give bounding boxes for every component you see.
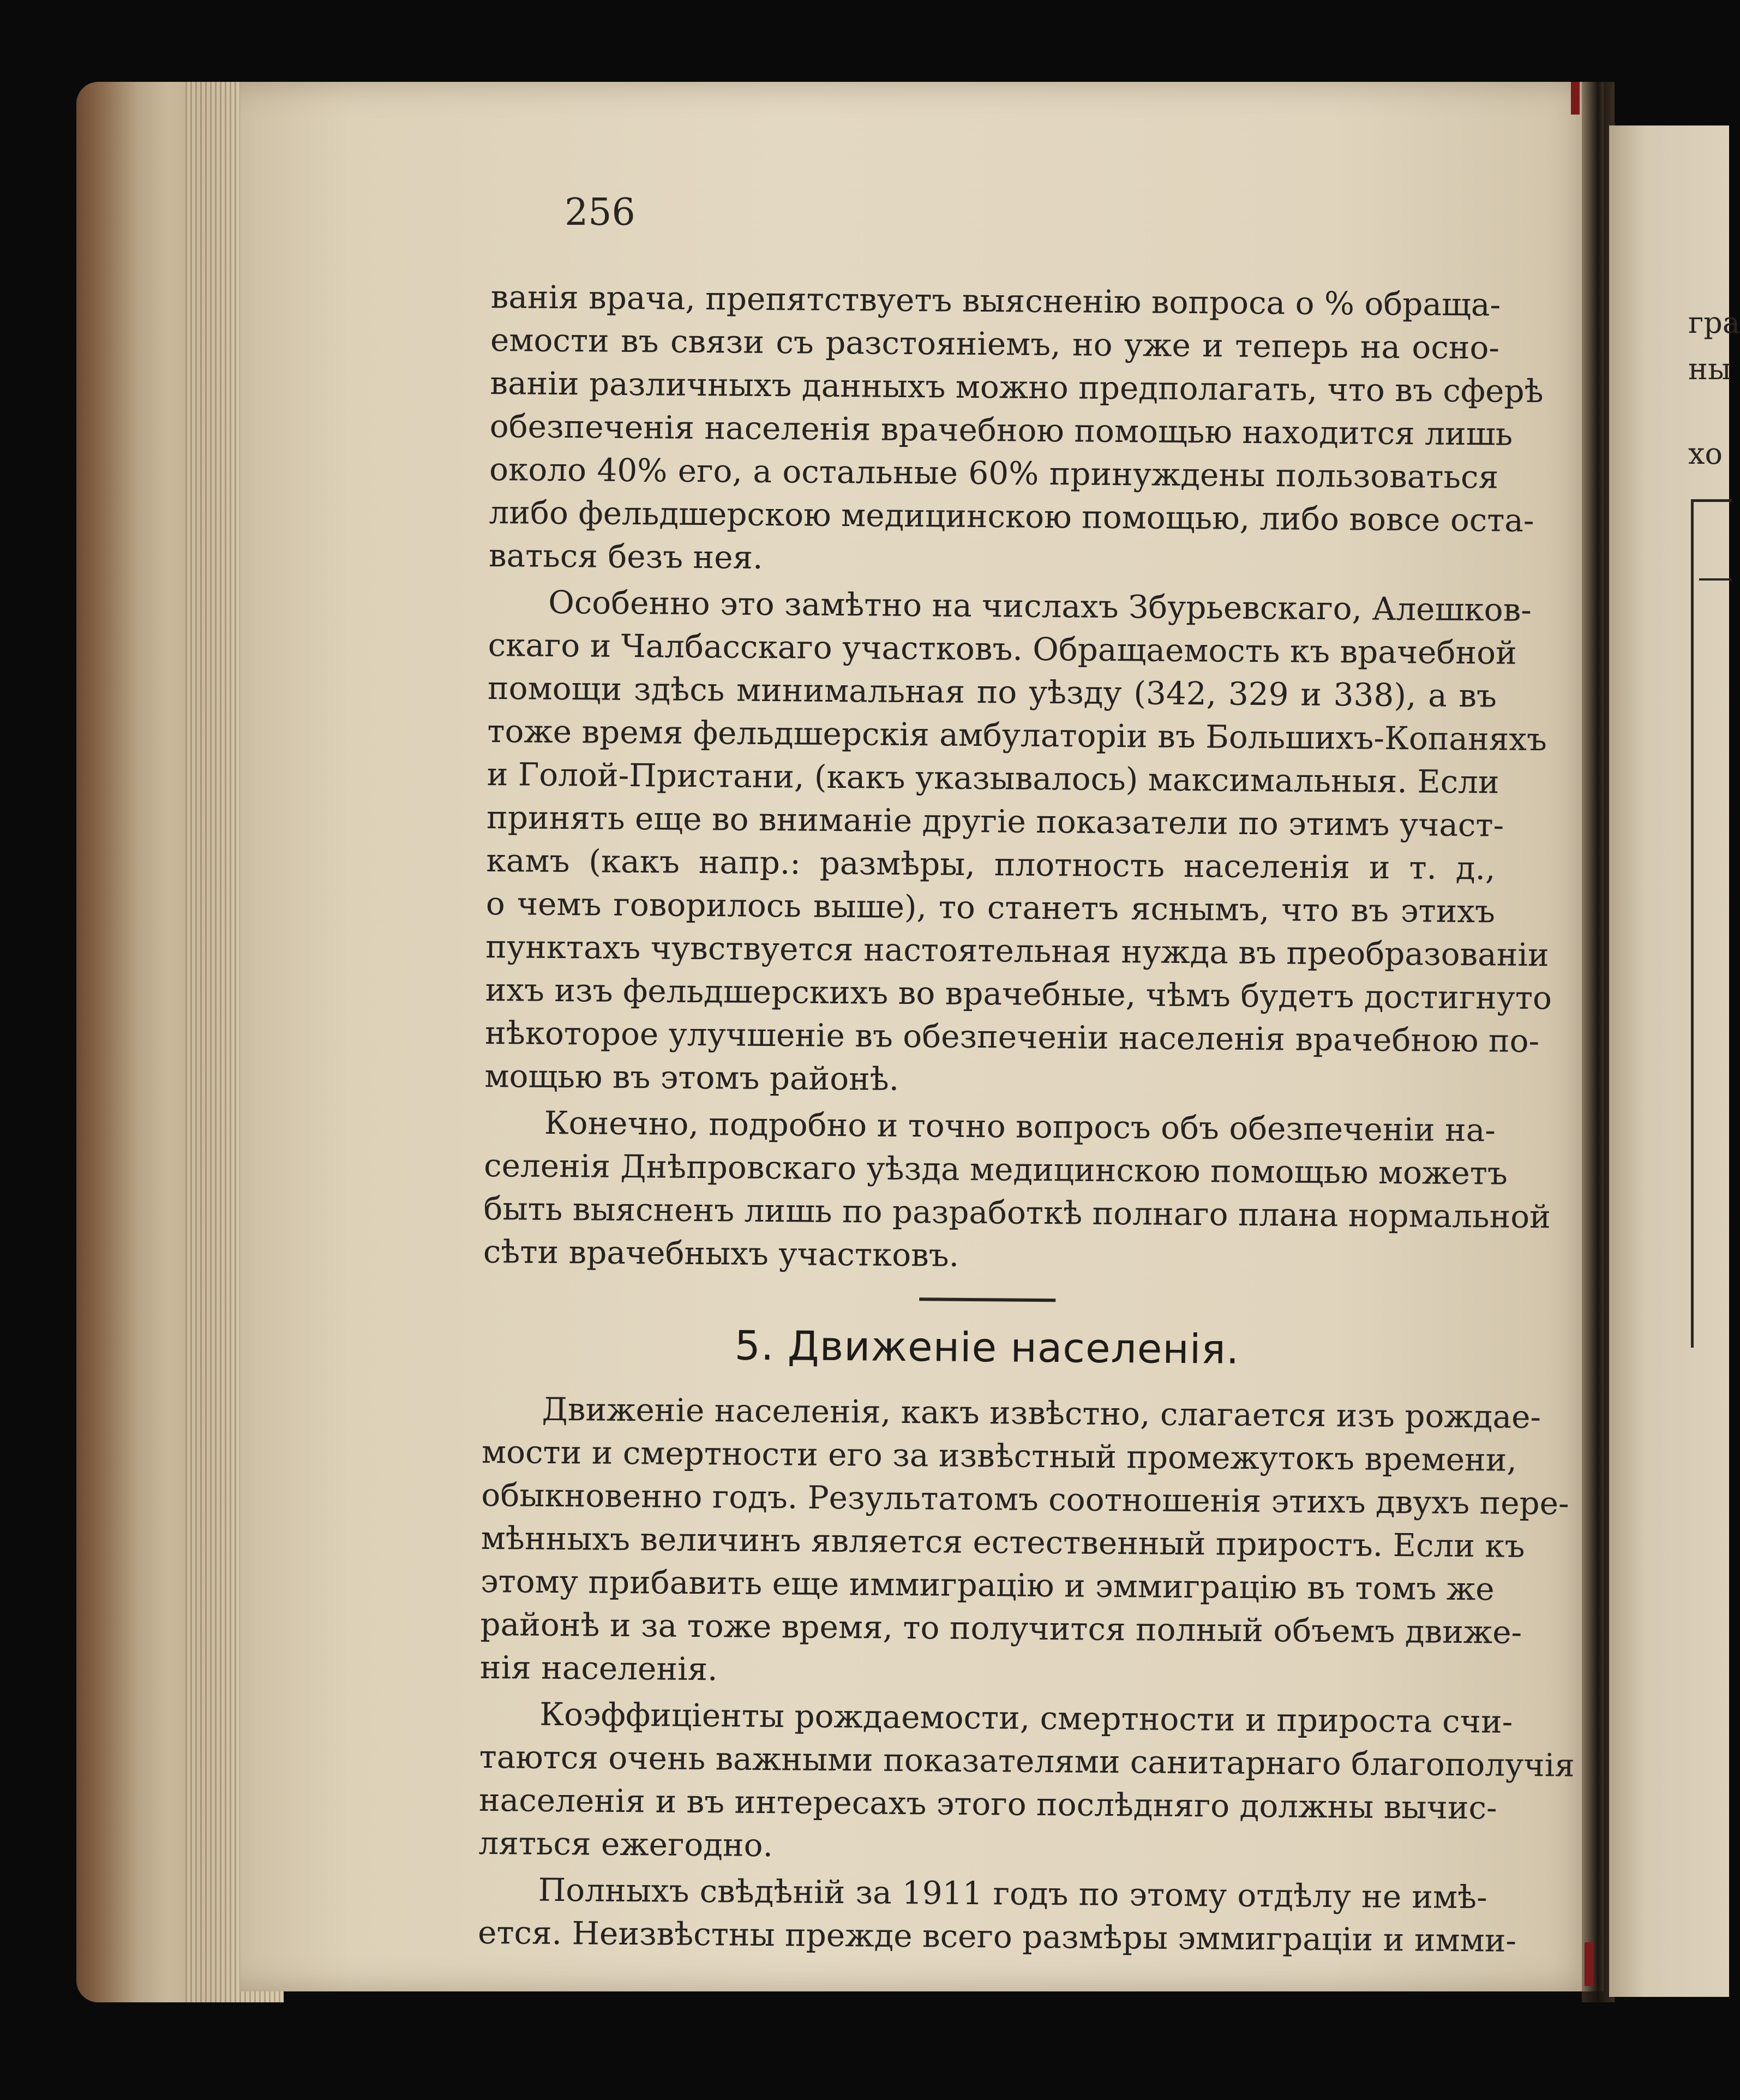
text-line: Движеніе населенія, какъ извѣстно, слагается изъ рождае- [542,1390,1541,1436]
text-line: районѣ и за тоже время, то получится полный объемъ движе- [480,1605,1522,1651]
text-line: мѣнныхъ величинъ является естественный приростъ. Если къ [481,1519,1525,1565]
text-line: помощи здѣсь минимальная по уѣзду (342, 329 и 338), а въ [487,669,1497,715]
text-line: Особенно это замѣтно на числахъ Збурьевскаго, Алешков- [548,583,1532,629]
page-number: 256 [565,191,635,234]
text-line: камъ (какъ напр.: размѣры, плотность населенія и т. д., [486,841,1496,887]
text-line: таются очень важными показателями санитарнаго благополучія [479,1738,1575,1784]
text-line: принять еще во вниманіе другіе показатели по этимъ участ- [486,798,1504,844]
paragraphs-top [483,276,1552,1281]
text-line: мощью въ этомъ районѣ. [484,1057,899,1098]
red-bookmark-bottom [1585,1942,1593,1986]
text-line: ляться ежегодно. [478,1824,773,1864]
paragraph [484,581,1552,1106]
text-line: либо фельдшерскою медицинскою помощью, либо вовсе оста- [489,493,1534,540]
text-line: быть выясненъ лишь по разработкѣ полнаго плана нормальной [483,1189,1551,1236]
text-line: обыкновенно годъ. Результатомъ соотношенія этихъ двухъ пере- [481,1476,1569,1522]
text-line: ванія врача, препятствуетъ выясненію вопроса о % обраща- [490,278,1501,324]
right-page-fragment: ны [1688,352,1731,386]
text-line: Полныхъ свѣдѣній за 1911 годъ по этому отдѣлу не имѣ- [538,1871,1487,1916]
text-line: емости въ связи съ разстояніемъ, но уже и теперь на осно- [490,321,1500,367]
paragraph [479,1387,1569,1697]
text-line: около 40% его, а остальные 60% принуждены пользоваться [489,450,1499,496]
text-line: населенія и въ интересахъ этого послѣдняго должны вычис- [478,1781,1497,1827]
page-body [477,276,1575,1965]
text-line: обезпеченія населенія врачебною помощью находится лишь [489,407,1513,453]
text-line: нѣкоторое улучшеніе въ обезпеченіи населенія врачебною по- [484,1014,1540,1060]
right-page-table-edge [1691,499,1732,1348]
paragraphs-bottom [477,1387,1575,1962]
text-line: о чемъ говорилось выше), то станетъ яснымъ, что въ этихъ [485,884,1496,930]
right-page-fragment: хо [1688,436,1723,471]
text-line: ваться безъ нея. [488,536,763,576]
text-line: Коэффиціенты рождаемости, смертности и прироста счи- [539,1695,1513,1740]
section-divider [919,1297,1055,1302]
text-line: селенія Днѣпровскаго уѣзда медицинскою помощью можетъ [483,1146,1508,1192]
text-line: пунктахъ чувствуется настоятельная нужда въ преобразованіи [485,928,1549,974]
text-line: этому прибавить еще иммиграцію и эммиграцію въ томъ же [480,1562,1495,1608]
text-line: ваніи различныхъ данныхъ можно предполагать, что въ сферѣ [490,364,1544,410]
text-line: скаго и Чалбасскаго участковъ. Обращаемость къ врачебной [488,626,1517,672]
right-page-fragment: гра [1688,306,1740,340]
text-line: и Голой-Пристани, (какъ указывалось) максимальныя. Если [487,755,1499,801]
text-line: мости и смертности его за извѣстный промежутокъ времени, [481,1433,1517,1479]
red-bookmark-top [1571,82,1580,115]
paragraph [477,1868,1517,1963]
text-line: тоже время фельдшерскія амбулаторіи въ Большихъ-Копаняхъ [487,712,1547,758]
paragraph [488,276,1544,585]
paragraph [478,1692,1575,1873]
section-heading: 5. Движеніе населенія. [734,1322,1240,1373]
text-line: ется. Неизвѣстны прежде всего размѣры эммиграціи и имми- [477,1913,1517,1959]
paragraph [483,1101,1551,1282]
text-line: ихъ изъ фельдшерскихъ во врачебные, чѣмъ будетъ достигнуто [485,971,1552,1017]
text-line: Конечно, подробно и точно вопросъ объ обезпеченіи на- [544,1104,1496,1149]
text-line: сѣти врачебныхъ участковъ. [483,1233,959,1274]
text-line: нія населенія. [479,1648,718,1688]
